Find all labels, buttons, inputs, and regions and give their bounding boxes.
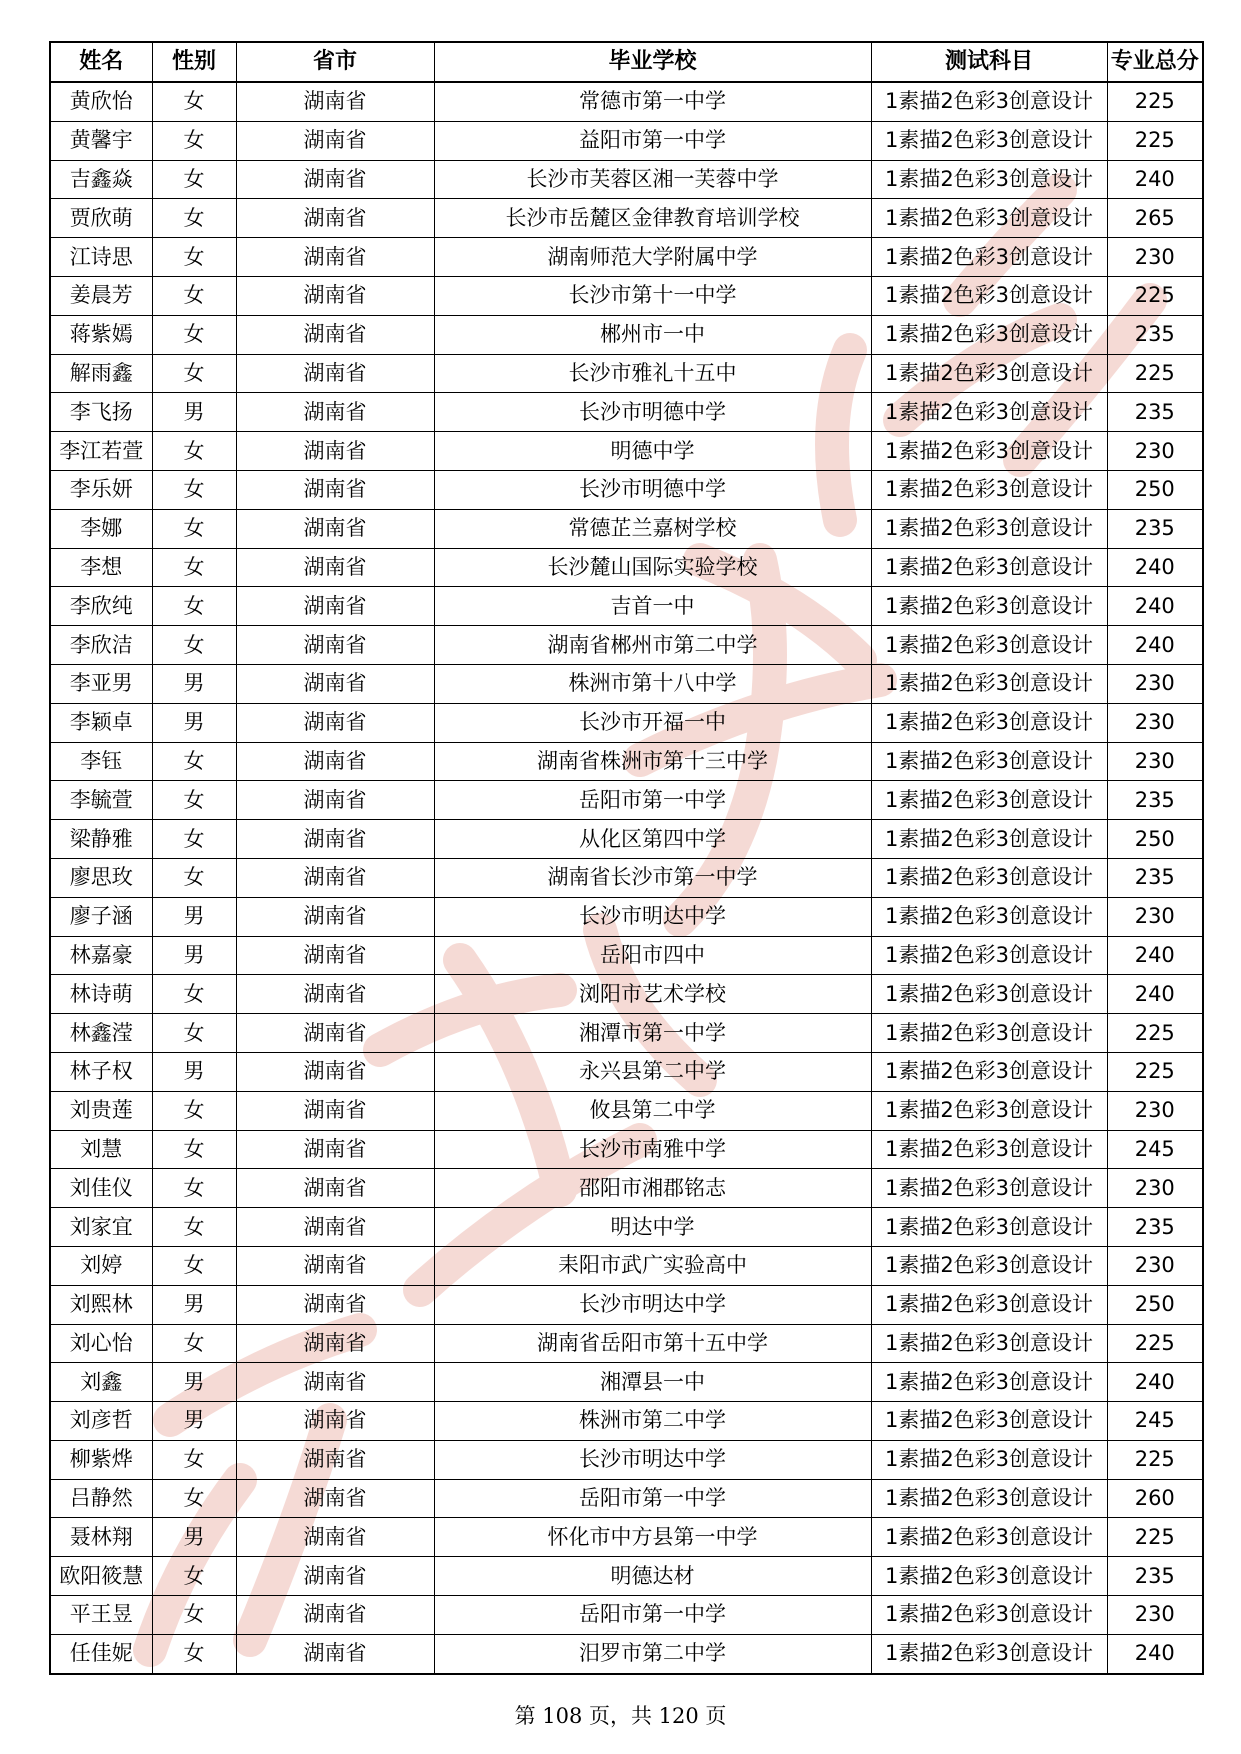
- subjects-cell: 1素描2色彩3创意设计: [871, 1363, 1107, 1402]
- gender-cell: 女: [152, 121, 236, 160]
- score-cell: 225: [1107, 1440, 1203, 1479]
- gender-cell: 女: [152, 1246, 236, 1285]
- gender-cell: 女: [152, 1091, 236, 1130]
- school-cell: 汨罗市第二中学: [434, 1634, 871, 1673]
- province-cell: 湖南省: [236, 781, 434, 820]
- gender-cell: 女: [152, 820, 236, 859]
- school-cell: 岳阳市第一中学: [434, 1479, 871, 1518]
- name-cell: 李欣纯: [50, 587, 152, 626]
- school-cell: 长沙市雅礼十五中: [434, 354, 871, 393]
- table-body: [50, 82, 1203, 1674]
- name-cell: 李乐妍: [50, 470, 152, 509]
- subjects-cell: 1素描2色彩3创意设计: [871, 1479, 1107, 1518]
- gender-cell: 男: [152, 703, 236, 742]
- province-cell: 湖南省: [236, 1518, 434, 1557]
- column-header-name: 姓名: [50, 42, 152, 82]
- gender-cell: 女: [152, 354, 236, 393]
- name-cell: 林诗萌: [50, 975, 152, 1014]
- table-row: [50, 1091, 1203, 1130]
- school-cell: 湖南省株洲市第十三中学: [434, 742, 871, 781]
- gender-cell: 男: [152, 393, 236, 432]
- table-row: [50, 509, 1203, 548]
- name-cell: 姜晨芳: [50, 276, 152, 315]
- table-row: [50, 1324, 1203, 1363]
- score-cell: 240: [1107, 1634, 1203, 1673]
- province-cell: 湖南省: [236, 509, 434, 548]
- subjects-cell: 1素描2色彩3创意设计: [871, 1402, 1107, 1441]
- score-cell: 240: [1107, 936, 1203, 975]
- column-header-school: 毕业学校: [434, 42, 871, 82]
- table-row: [50, 820, 1203, 859]
- table-row: [50, 1052, 1203, 1091]
- table-row: [50, 354, 1203, 393]
- subjects-cell: 1素描2色彩3创意设计: [871, 1091, 1107, 1130]
- school-cell: 明德中学: [434, 432, 871, 471]
- table-row: [50, 160, 1203, 199]
- gender-cell: 女: [152, 548, 236, 587]
- subjects-cell: 1素描2色彩3创意设计: [871, 1052, 1107, 1091]
- score-cell: 245: [1107, 1402, 1203, 1441]
- province-cell: 湖南省: [236, 199, 434, 238]
- name-cell: 李欣洁: [50, 626, 152, 665]
- table-row: [50, 626, 1203, 665]
- name-cell: 刘家宜: [50, 1208, 152, 1247]
- province-cell: 湖南省: [236, 470, 434, 509]
- school-cell: 湖南省长沙市第一中学: [434, 858, 871, 897]
- score-cell: 230: [1107, 1246, 1203, 1285]
- gender-cell: 男: [152, 664, 236, 703]
- province-cell: 湖南省: [236, 1091, 434, 1130]
- name-cell: 李飞扬: [50, 393, 152, 432]
- province-cell: 湖南省: [236, 703, 434, 742]
- school-cell: 长沙市开福一中: [434, 703, 871, 742]
- province-cell: 湖南省: [236, 432, 434, 471]
- score-cell: 225: [1107, 82, 1203, 121]
- gender-cell: 女: [152, 276, 236, 315]
- score-cell: 240: [1107, 548, 1203, 587]
- province-cell: 湖南省: [236, 664, 434, 703]
- subjects-cell: 1素描2色彩3创意设计: [871, 781, 1107, 820]
- name-cell: 林嘉豪: [50, 936, 152, 975]
- province-cell: 湖南省: [236, 1052, 434, 1091]
- province-cell: 湖南省: [236, 121, 434, 160]
- score-cell: 225: [1107, 1052, 1203, 1091]
- gender-cell: 男: [152, 1285, 236, 1324]
- gender-cell: 女: [152, 858, 236, 897]
- name-cell: 李娜: [50, 509, 152, 548]
- table-row: [50, 858, 1203, 897]
- table-row: [50, 1014, 1203, 1053]
- province-cell: 湖南省: [236, 1246, 434, 1285]
- subjects-cell: 1素描2色彩3创意设计: [871, 820, 1107, 859]
- subjects-cell: 1素描2色彩3创意设计: [871, 1285, 1107, 1324]
- subjects-cell: 1素描2色彩3创意设计: [871, 1440, 1107, 1479]
- subjects-cell: 1素描2色彩3创意设计: [871, 858, 1107, 897]
- school-cell: 湖南省岳阳市第十五中学: [434, 1324, 871, 1363]
- score-cell: 240: [1107, 1363, 1203, 1402]
- gender-cell: 女: [152, 1440, 236, 1479]
- school-cell: 岳阳市第一中学: [434, 781, 871, 820]
- name-cell: 李江若萱: [50, 432, 152, 471]
- name-cell: 任佳妮: [50, 1634, 152, 1673]
- table-row: [50, 393, 1203, 432]
- score-cell: 225: [1107, 276, 1203, 315]
- gender-cell: 女: [152, 238, 236, 277]
- school-cell: 长沙市第十一中学: [434, 276, 871, 315]
- province-cell: 湖南省: [236, 1208, 434, 1247]
- score-cell: 230: [1107, 1596, 1203, 1635]
- student-score-table: [49, 41, 1204, 1675]
- school-cell: 长沙市明达中学: [434, 1285, 871, 1324]
- score-cell: 230: [1107, 1169, 1203, 1208]
- table-row: [50, 1130, 1203, 1169]
- name-cell: 刘心怡: [50, 1324, 152, 1363]
- score-cell: 250: [1107, 1285, 1203, 1324]
- column-header-province: 省市: [236, 42, 434, 82]
- school-cell: 永兴县第二中学: [434, 1052, 871, 1091]
- name-cell: 聂林翔: [50, 1518, 152, 1557]
- table-row: [50, 1169, 1203, 1208]
- name-cell: 吉鑫焱: [50, 160, 152, 199]
- name-cell: 林子权: [50, 1052, 152, 1091]
- table-row: [50, 1518, 1203, 1557]
- score-cell: 230: [1107, 1091, 1203, 1130]
- province-cell: 湖南省: [236, 315, 434, 354]
- school-cell: 明德达材: [434, 1557, 871, 1596]
- name-cell: 李想: [50, 548, 152, 587]
- province-cell: 湖南省: [236, 1479, 434, 1518]
- column-header-subjects: 测试科目: [871, 42, 1107, 82]
- subjects-cell: 1素描2色彩3创意设计: [871, 470, 1107, 509]
- table-row: [50, 82, 1203, 121]
- subjects-cell: 1素描2色彩3创意设计: [871, 1169, 1107, 1208]
- subjects-cell: 1素描2色彩3创意设计: [871, 897, 1107, 936]
- name-cell: 欧阳筱慧: [50, 1557, 152, 1596]
- subjects-cell: 1素描2色彩3创意设计: [871, 1634, 1107, 1673]
- province-cell: 湖南省: [236, 626, 434, 665]
- name-cell: 刘鑫: [50, 1363, 152, 1402]
- score-cell: 225: [1107, 121, 1203, 160]
- gender-cell: 女: [152, 1479, 236, 1518]
- province-cell: 湖南省: [236, 1014, 434, 1053]
- school-cell: 长沙市明达中学: [434, 897, 871, 936]
- subjects-cell: 1素描2色彩3创意设计: [871, 1518, 1107, 1557]
- province-cell: 湖南省: [236, 1285, 434, 1324]
- table-row: [50, 548, 1203, 587]
- gender-cell: 女: [152, 587, 236, 626]
- name-cell: 李亚男: [50, 664, 152, 703]
- gender-cell: 男: [152, 897, 236, 936]
- table-row: [50, 1363, 1203, 1402]
- province-cell: 湖南省: [236, 1363, 434, 1402]
- score-cell: 235: [1107, 781, 1203, 820]
- province-cell: 湖南省: [236, 1130, 434, 1169]
- table-row: [50, 664, 1203, 703]
- school-cell: 长沙市明达中学: [434, 1440, 871, 1479]
- subjects-cell: 1素描2色彩3创意设计: [871, 1246, 1107, 1285]
- gender-cell: 女: [152, 742, 236, 781]
- gender-cell: 男: [152, 1052, 236, 1091]
- subjects-cell: 1素描2色彩3创意设计: [871, 703, 1107, 742]
- school-cell: 郴州市一中: [434, 315, 871, 354]
- school-cell: 湘潭县一中: [434, 1363, 871, 1402]
- column-header-gender: 性别: [152, 42, 236, 82]
- score-cell: 245: [1107, 1130, 1203, 1169]
- province-cell: 湖南省: [236, 1596, 434, 1635]
- table-row: [50, 587, 1203, 626]
- table-row: [50, 1402, 1203, 1441]
- subjects-cell: 1素描2色彩3创意设计: [871, 936, 1107, 975]
- table-row: [50, 238, 1203, 277]
- score-cell: 240: [1107, 160, 1203, 199]
- name-cell: 林鑫滢: [50, 1014, 152, 1053]
- gender-cell: 女: [152, 1014, 236, 1053]
- table-row: [50, 1479, 1203, 1518]
- score-cell: 235: [1107, 393, 1203, 432]
- name-cell: 廖子涵: [50, 897, 152, 936]
- score-cell: 235: [1107, 315, 1203, 354]
- name-cell: 解雨鑫: [50, 354, 152, 393]
- gender-cell: 女: [152, 82, 236, 121]
- province-cell: 湖南省: [236, 160, 434, 199]
- table-row: [50, 470, 1203, 509]
- column-header-total-score: 专业总分: [1107, 42, 1203, 82]
- school-cell: 湘潭市第一中学: [434, 1014, 871, 1053]
- score-cell: 265: [1107, 199, 1203, 238]
- name-cell: 黄馨宇: [50, 121, 152, 160]
- page-number-footer: 第 108 页，共 120 页: [514, 1704, 727, 1728]
- name-cell: 刘彦哲: [50, 1402, 152, 1441]
- score-cell: 240: [1107, 587, 1203, 626]
- table-row: [50, 1596, 1203, 1635]
- gender-cell: 女: [152, 1324, 236, 1363]
- subjects-cell: 1素描2色彩3创意设计: [871, 315, 1107, 354]
- score-cell: 235: [1107, 509, 1203, 548]
- score-cell: 225: [1107, 1518, 1203, 1557]
- province-cell: 湖南省: [236, 858, 434, 897]
- province-cell: 湖南省: [236, 1169, 434, 1208]
- subjects-cell: 1素描2色彩3创意设计: [871, 742, 1107, 781]
- school-cell: 常德芷兰嘉树学校: [434, 509, 871, 548]
- school-cell: 岳阳市第一中学: [434, 1596, 871, 1635]
- gender-cell: 女: [152, 1208, 236, 1247]
- subjects-cell: 1素描2色彩3创意设计: [871, 276, 1107, 315]
- province-cell: 湖南省: [236, 742, 434, 781]
- gender-cell: 男: [152, 1518, 236, 1557]
- gender-cell: 女: [152, 1557, 236, 1596]
- name-cell: 李毓萱: [50, 781, 152, 820]
- province-cell: 湖南省: [236, 587, 434, 626]
- province-cell: 湖南省: [236, 238, 434, 277]
- school-cell: 长沙市芙蓉区湘一芙蓉中学: [434, 160, 871, 199]
- table-row: [50, 1285, 1203, 1324]
- gender-cell: 女: [152, 1169, 236, 1208]
- table-row: [50, 742, 1203, 781]
- school-cell: 株洲市第二中学: [434, 1402, 871, 1441]
- subjects-cell: 1素描2色彩3创意设计: [871, 587, 1107, 626]
- school-cell: 益阳市第一中学: [434, 121, 871, 160]
- score-cell: 225: [1107, 1014, 1203, 1053]
- table-row: [50, 1440, 1203, 1479]
- subjects-cell: 1素描2色彩3创意设计: [871, 238, 1107, 277]
- province-cell: 湖南省: [236, 1440, 434, 1479]
- school-cell: 长沙市明德中学: [434, 393, 871, 432]
- gender-cell: 女: [152, 1596, 236, 1635]
- score-cell: 230: [1107, 897, 1203, 936]
- table-row: [50, 975, 1203, 1014]
- province-cell: 湖南省: [236, 82, 434, 121]
- subjects-cell: 1素描2色彩3创意设计: [871, 199, 1107, 238]
- name-cell: 刘熙林: [50, 1285, 152, 1324]
- subjects-cell: 1素描2色彩3创意设计: [871, 1208, 1107, 1247]
- school-cell: 长沙市岳麓区金律教育培训学校: [434, 199, 871, 238]
- province-cell: 湖南省: [236, 354, 434, 393]
- subjects-cell: 1素描2色彩3创意设计: [871, 354, 1107, 393]
- table-row: [50, 315, 1203, 354]
- gender-cell: 女: [152, 781, 236, 820]
- table-row: [50, 936, 1203, 975]
- subjects-cell: 1素描2色彩3创意设计: [871, 432, 1107, 471]
- province-cell: 湖南省: [236, 975, 434, 1014]
- name-cell: 李颖卓: [50, 703, 152, 742]
- province-cell: 湖南省: [236, 1634, 434, 1673]
- subjects-cell: 1素描2色彩3创意设计: [871, 509, 1107, 548]
- gender-cell: 女: [152, 1130, 236, 1169]
- score-cell: 230: [1107, 664, 1203, 703]
- school-cell: 岳阳市四中: [434, 936, 871, 975]
- gender-cell: 女: [152, 160, 236, 199]
- roster-sheet: [49, 41, 1202, 1675]
- table-row: [50, 1208, 1203, 1247]
- name-cell: 吕静然: [50, 1479, 152, 1518]
- name-cell: 江诗思: [50, 238, 152, 277]
- gender-cell: 女: [152, 432, 236, 471]
- table-row: [50, 1246, 1203, 1285]
- name-cell: 贾欣萌: [50, 199, 152, 238]
- name-cell: 廖思玫: [50, 858, 152, 897]
- gender-cell: 女: [152, 975, 236, 1014]
- table-row: [50, 121, 1203, 160]
- score-cell: 250: [1107, 470, 1203, 509]
- school-cell: 邵阳市湘郡铭志: [434, 1169, 871, 1208]
- school-cell: 湖南省郴州市第二中学: [434, 626, 871, 665]
- score-cell: 235: [1107, 1557, 1203, 1596]
- table-row: [50, 276, 1203, 315]
- name-cell: 李钰: [50, 742, 152, 781]
- subjects-cell: 1素描2色彩3创意设计: [871, 1596, 1107, 1635]
- gender-cell: 男: [152, 936, 236, 975]
- table-row: [50, 199, 1203, 238]
- table-row: [50, 897, 1203, 936]
- school-cell: 长沙市明德中学: [434, 470, 871, 509]
- subjects-cell: 1素描2色彩3创意设计: [871, 626, 1107, 665]
- name-cell: 刘慧: [50, 1130, 152, 1169]
- school-cell: 常德市第一中学: [434, 82, 871, 121]
- table-row: [50, 1634, 1203, 1673]
- score-cell: 230: [1107, 742, 1203, 781]
- province-cell: 湖南省: [236, 393, 434, 432]
- score-cell: 225: [1107, 1324, 1203, 1363]
- province-cell: 湖南省: [236, 1557, 434, 1596]
- school-cell: 株洲市第十八中学: [434, 664, 871, 703]
- score-cell: 230: [1107, 432, 1203, 471]
- province-cell: 湖南省: [236, 1324, 434, 1363]
- gender-cell: 女: [152, 1634, 236, 1673]
- province-cell: 湖南省: [236, 1402, 434, 1441]
- gender-cell: 女: [152, 470, 236, 509]
- subjects-cell: 1素描2色彩3创意设计: [871, 1130, 1107, 1169]
- score-cell: 240: [1107, 975, 1203, 1014]
- school-cell: 耒阳市武广实验高中: [434, 1246, 871, 1285]
- province-cell: 湖南省: [236, 820, 434, 859]
- school-cell: 怀化市中方县第一中学: [434, 1518, 871, 1557]
- score-cell: 225: [1107, 354, 1203, 393]
- score-cell: 260: [1107, 1479, 1203, 1518]
- subjects-cell: 1素描2色彩3创意设计: [871, 1557, 1107, 1596]
- name-cell: 刘婷: [50, 1246, 152, 1285]
- table-row: [50, 1557, 1203, 1596]
- subjects-cell: 1素描2色彩3创意设计: [871, 160, 1107, 199]
- name-cell: 蒋紫嫣: [50, 315, 152, 354]
- gender-cell: 女: [152, 315, 236, 354]
- name-cell: 平王昱: [50, 1596, 152, 1635]
- gender-cell: 男: [152, 1363, 236, 1402]
- gender-cell: 女: [152, 199, 236, 238]
- table-row: [50, 703, 1203, 742]
- score-cell: 230: [1107, 238, 1203, 277]
- gender-cell: 男: [152, 1402, 236, 1441]
- name-cell: 黄欣怡: [50, 82, 152, 121]
- school-cell: 从化区第四中学: [434, 820, 871, 859]
- table-row: [50, 781, 1203, 820]
- score-cell: 235: [1107, 1208, 1203, 1247]
- gender-cell: 女: [152, 626, 236, 665]
- subjects-cell: 1素描2色彩3创意设计: [871, 1324, 1107, 1363]
- school-cell: 吉首一中: [434, 587, 871, 626]
- school-cell: 明达中学: [434, 1208, 871, 1247]
- table-row: [50, 432, 1203, 471]
- gender-cell: 女: [152, 509, 236, 548]
- name-cell: 梁静雅: [50, 820, 152, 859]
- name-cell: 柳紫烨: [50, 1440, 152, 1479]
- subjects-cell: 1素描2色彩3创意设计: [871, 975, 1107, 1014]
- score-cell: 230: [1107, 703, 1203, 742]
- table-header-row: [50, 42, 1203, 82]
- subjects-cell: 1素描2色彩3创意设计: [871, 82, 1107, 121]
- subjects-cell: 1素描2色彩3创意设计: [871, 1014, 1107, 1053]
- name-cell: 刘贵莲: [50, 1091, 152, 1130]
- name-cell: 刘佳仪: [50, 1169, 152, 1208]
- school-cell: 长沙麓山国际实验学校: [434, 548, 871, 587]
- province-cell: 湖南省: [236, 936, 434, 975]
- subjects-cell: 1素描2色彩3创意设计: [871, 393, 1107, 432]
- subjects-cell: 1素描2色彩3创意设计: [871, 548, 1107, 587]
- subjects-cell: 1素描2色彩3创意设计: [871, 121, 1107, 160]
- score-cell: 250: [1107, 820, 1203, 859]
- school-cell: 湖南师范大学附属中学: [434, 238, 871, 277]
- province-cell: 湖南省: [236, 548, 434, 587]
- school-cell: 攸县第二中学: [434, 1091, 871, 1130]
- school-cell: 长沙市南雅中学: [434, 1130, 871, 1169]
- school-cell: 浏阳市艺术学校: [434, 975, 871, 1014]
- province-cell: 湖南省: [236, 897, 434, 936]
- score-cell: 235: [1107, 858, 1203, 897]
- province-cell: 湖南省: [236, 276, 434, 315]
- score-cell: 240: [1107, 626, 1203, 665]
- subjects-cell: 1素描2色彩3创意设计: [871, 664, 1107, 703]
